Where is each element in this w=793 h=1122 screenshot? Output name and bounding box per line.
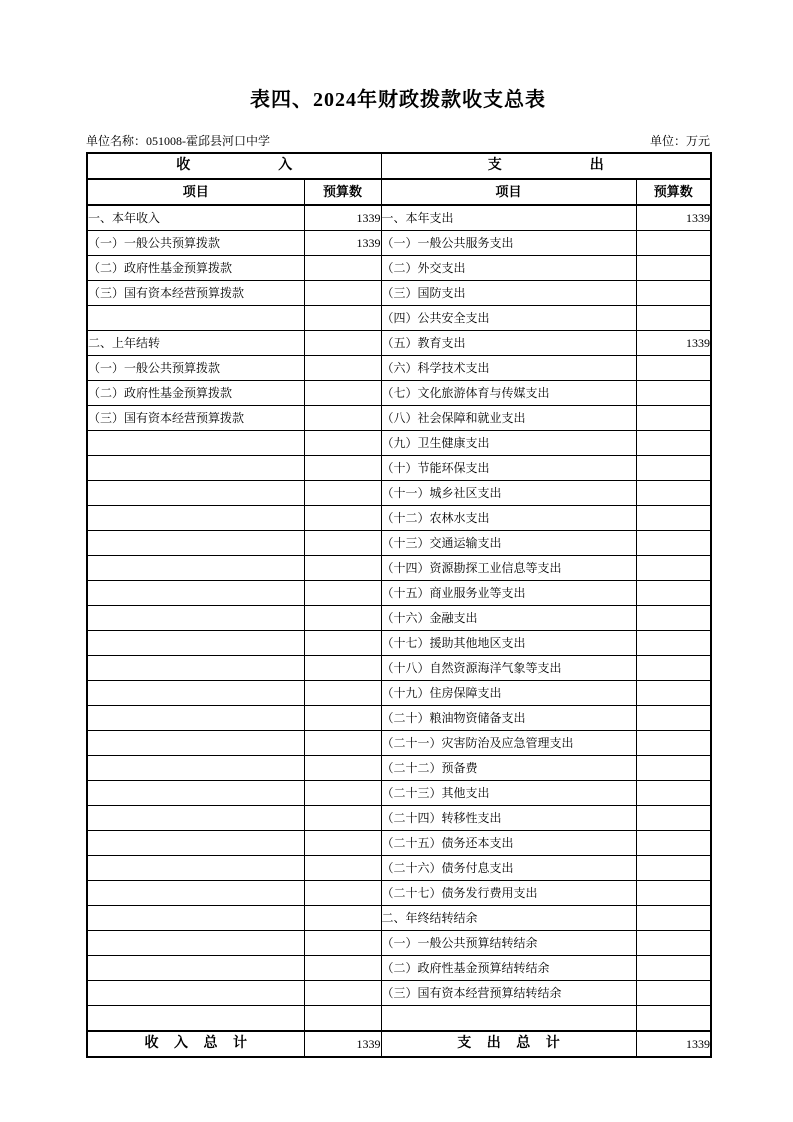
- income-total-label: 收 入 总 计: [87, 1031, 304, 1057]
- income-amount-cell: [304, 256, 381, 281]
- expense-amount-cell: [636, 556, 711, 581]
- expense-amount-cell: [636, 931, 711, 956]
- expense-amount-cell: [636, 706, 711, 731]
- income-item-cell: （一）一般公共预算拨款: [87, 356, 304, 381]
- income-item-cell: [87, 706, 304, 731]
- expense-item-cell: （七）文化旅游体育与传媒支出: [381, 381, 636, 406]
- income-amount-cell: [304, 806, 381, 831]
- income-item-cell: [87, 956, 304, 981]
- income-item-cell: （二）政府性基金预算拨款: [87, 256, 304, 281]
- income-amount-cell: [304, 681, 381, 706]
- expense-item-column-header: 项目: [381, 179, 636, 205]
- income-amount-cell: [304, 706, 381, 731]
- expense-item-cell: （十八）自然资源海洋气象等支出: [381, 656, 636, 681]
- expense-item-cell: （三）国有资本经营预算结转结余: [381, 981, 636, 1006]
- income-item-cell: [87, 506, 304, 531]
- table-row: [87, 406, 711, 431]
- expense-amount-cell: [636, 956, 711, 981]
- income-amount-cell: [304, 306, 381, 331]
- expense-item-cell: （二十一）灾害防治及应急管理支出: [381, 731, 636, 756]
- expense-item-cell: （十一）城乡社区支出: [381, 481, 636, 506]
- table-row: [87, 831, 711, 856]
- expense-section-header: [381, 153, 711, 179]
- expense-amount-cell: [636, 856, 711, 881]
- table-row: [87, 756, 711, 781]
- income-amount-cell: [304, 331, 381, 356]
- income-item-cell: [87, 631, 304, 656]
- income-item-cell: [87, 881, 304, 906]
- expense-amount-cell: [636, 1006, 711, 1032]
- table-row: [87, 581, 711, 606]
- table-row: [87, 281, 711, 306]
- income-item-cell: [87, 1006, 304, 1032]
- table-row: [87, 931, 711, 956]
- expense-amount-cell: [636, 531, 711, 556]
- expense-item-cell: （二十六）债务付息支出: [381, 856, 636, 881]
- income-item-cell: [87, 781, 304, 806]
- expense-item-cell: （十四）资源勘探工业信息等支出: [381, 556, 636, 581]
- income-amount-cell: 1339: [304, 205, 381, 231]
- income-amount-cell: [304, 756, 381, 781]
- income-amount-cell: [304, 1006, 381, 1032]
- income-item-cell: [87, 481, 304, 506]
- expense-total-label: 支 出 总 计: [381, 1031, 636, 1057]
- income-item-cell: [87, 806, 304, 831]
- table-total-row: [87, 1031, 711, 1057]
- income-item-cell: [87, 456, 304, 481]
- expense-amount-cell: [636, 456, 711, 481]
- expense-item-cell: （五）教育支出: [381, 331, 636, 356]
- expense-item-cell: （十二）农林水支出: [381, 506, 636, 531]
- table-row: [87, 331, 711, 356]
- income-item-cell: [87, 981, 304, 1006]
- income-amount-cell: [304, 556, 381, 581]
- income-item-cell: [87, 556, 304, 581]
- expense-amount-cell: [636, 356, 711, 381]
- income-item-cell: [87, 856, 304, 881]
- expense-amount-cell: [636, 231, 711, 256]
- income-item-cell: （二）政府性基金预算拨款: [87, 381, 304, 406]
- expense-item-cell: （九）卫生健康支出: [381, 431, 636, 456]
- income-amount-cell: [304, 731, 381, 756]
- meta-row: [86, 133, 710, 149]
- income-item-cell: [87, 831, 304, 856]
- expense-amount-cell: [636, 781, 711, 806]
- expense-item-cell: （四）公共安全支出: [381, 306, 636, 331]
- table-row: [87, 706, 711, 731]
- income-amount-cell: [304, 531, 381, 556]
- table-row: [87, 981, 711, 1006]
- expense-amount-cell: [636, 256, 711, 281]
- expense-item-cell: 二、年终结转结余: [381, 906, 636, 931]
- income-item-cell: [87, 431, 304, 456]
- table-row: [87, 906, 711, 931]
- table-row: [87, 381, 711, 406]
- expense-amount-cell: [636, 306, 711, 331]
- income-amount-cell: [304, 906, 381, 931]
- expense-item-cell: （二十三）其他支出: [381, 781, 636, 806]
- income-amount-cell: [304, 881, 381, 906]
- expense-budget-column-header: 预算数: [636, 179, 711, 205]
- income-char-1: 收: [176, 158, 191, 173]
- income-item-cell: [87, 656, 304, 681]
- expense-amount-cell: [636, 281, 711, 306]
- expense-item-cell: 一、本年支出: [381, 205, 636, 231]
- income-amount-cell: [304, 356, 381, 381]
- income-amount-cell: [304, 656, 381, 681]
- page-title: 表四、2024年财政拨款收支总表: [250, 89, 546, 111]
- income-amount-cell: [304, 856, 381, 881]
- expense-item-cell: （十）节能环保支出: [381, 456, 636, 481]
- income-item-cell: [87, 606, 304, 631]
- income-section-title: [88, 159, 381, 173]
- expense-item-cell: （二十二）预备费: [381, 756, 636, 781]
- currency-unit-label: 单位：万元: [649, 134, 710, 148]
- expense-item-cell: （十五）商业服务业等支出: [381, 581, 636, 606]
- income-amount-cell: [304, 456, 381, 481]
- expense-amount-cell: [636, 381, 711, 406]
- income-amount-cell: [304, 606, 381, 631]
- income-amount-cell: [304, 581, 381, 606]
- table-row: [87, 531, 711, 556]
- expense-char-1: 支: [487, 158, 502, 173]
- table-row: [87, 881, 711, 906]
- budget-table: [86, 152, 712, 1058]
- table-row: [87, 806, 711, 831]
- table-row: [87, 956, 711, 981]
- expense-item-cell: （一）一般公共服务支出: [381, 231, 636, 256]
- income-amount-cell: 1339: [304, 231, 381, 256]
- income-item-cell: [87, 306, 304, 331]
- expense-amount-cell: [636, 731, 711, 756]
- table-row: [87, 506, 711, 531]
- table-row: [87, 656, 711, 681]
- income-amount-cell: [304, 506, 381, 531]
- expense-amount-cell: 1339: [636, 331, 711, 356]
- income-amount-cell: [304, 431, 381, 456]
- table-row: [87, 856, 711, 881]
- expense-item-cell: （三）国防支出: [381, 281, 636, 306]
- income-amount-cell: [304, 381, 381, 406]
- expense-section-title: [382, 159, 711, 173]
- expense-amount-cell: [636, 756, 711, 781]
- expense-amount-cell: [636, 481, 711, 506]
- table-row: [87, 231, 711, 256]
- income-item-cell: [87, 756, 304, 781]
- income-amount-cell: [304, 981, 381, 1006]
- income-section-header: [87, 153, 381, 179]
- table-row: [87, 431, 711, 456]
- income-amount-cell: [304, 781, 381, 806]
- table-body: [87, 205, 711, 1057]
- expense-item-cell: （二十四）转移性支出: [381, 806, 636, 831]
- table-row: [87, 681, 711, 706]
- expense-item-cell: （十七）援助其他地区支出: [381, 631, 636, 656]
- section-header-row: [87, 153, 711, 179]
- income-item-cell: [87, 531, 304, 556]
- expense-amount-cell: [636, 431, 711, 456]
- expense-amount-cell: [636, 606, 711, 631]
- income-char-2: 入: [278, 158, 293, 173]
- table-row: [87, 731, 711, 756]
- income-item-column-header: 项目: [87, 179, 304, 205]
- income-amount-cell: [304, 281, 381, 306]
- income-amount-cell: [304, 406, 381, 431]
- income-budget-column-header: 预算数: [304, 179, 381, 205]
- expense-amount-cell: [636, 506, 711, 531]
- expense-item-cell: （二十）粮油物资储备支出: [381, 706, 636, 731]
- expense-item-cell: （二）外交支出: [381, 256, 636, 281]
- table-row: [87, 1006, 711, 1032]
- expense-amount-cell: [636, 981, 711, 1006]
- expense-item-cell: （一）一般公共预算结转结余: [381, 931, 636, 956]
- income-amount-cell: [304, 931, 381, 956]
- expense-amount-cell: [636, 656, 711, 681]
- expense-amount-cell: 1339: [636, 205, 711, 231]
- expense-item-cell: （十三）交通运输支出: [381, 531, 636, 556]
- expense-amount-cell: [636, 806, 711, 831]
- income-item-cell: [87, 731, 304, 756]
- expense-item-cell: （二）政府性基金预算结转结余: [381, 956, 636, 981]
- table-row: [87, 356, 711, 381]
- expense-item-cell: [381, 1006, 636, 1032]
- column-header-row: [87, 179, 711, 205]
- expense-item-cell: （十六）金融支出: [381, 606, 636, 631]
- table-row: [87, 556, 711, 581]
- expense-item-cell: （二十五）债务还本支出: [381, 831, 636, 856]
- income-amount-cell: [304, 956, 381, 981]
- table-row: [87, 781, 711, 806]
- expense-item-cell: （六）科学技术支出: [381, 356, 636, 381]
- income-total-amount: 1339: [304, 1031, 381, 1057]
- income-amount-cell: [304, 831, 381, 856]
- table-row: [87, 481, 711, 506]
- expense-amount-cell: [636, 831, 711, 856]
- income-item-cell: [87, 681, 304, 706]
- income-item-cell: [87, 906, 304, 931]
- income-item-cell: 一、本年收入: [87, 205, 304, 231]
- expense-item-cell: （十九）住房保障支出: [381, 681, 636, 706]
- expense-amount-cell: [636, 631, 711, 656]
- table-row: [87, 631, 711, 656]
- income-item-cell: （三）国有资本经营预算拨款: [87, 281, 304, 306]
- expense-char-2: 出: [589, 158, 604, 173]
- expense-amount-cell: [636, 881, 711, 906]
- income-amount-cell: [304, 481, 381, 506]
- expense-amount-cell: [636, 581, 711, 606]
- income-item-cell: [87, 931, 304, 956]
- table-row: [87, 256, 711, 281]
- expense-item-cell: （二十七）债务发行费用支出: [381, 881, 636, 906]
- expense-amount-cell: [636, 906, 711, 931]
- expense-amount-cell: [636, 681, 711, 706]
- expense-total-amount: 1339: [636, 1031, 711, 1057]
- income-item-cell: （三）国有资本经营预算拨款: [87, 406, 304, 431]
- income-item-cell: （一）一般公共预算拨款: [87, 231, 304, 256]
- unit-name-label: 单位名称：051008-霍邱县河口中学: [86, 134, 270, 148]
- expense-item-cell: （八）社会保障和就业支出: [381, 406, 636, 431]
- income-item-cell: 二、上年结转: [87, 331, 304, 356]
- table-row: [87, 456, 711, 481]
- income-amount-cell: [304, 631, 381, 656]
- table-row: [87, 306, 711, 331]
- expense-amount-cell: [636, 406, 711, 431]
- table-row: [87, 205, 711, 231]
- table-row: [87, 606, 711, 631]
- income-item-cell: [87, 581, 304, 606]
